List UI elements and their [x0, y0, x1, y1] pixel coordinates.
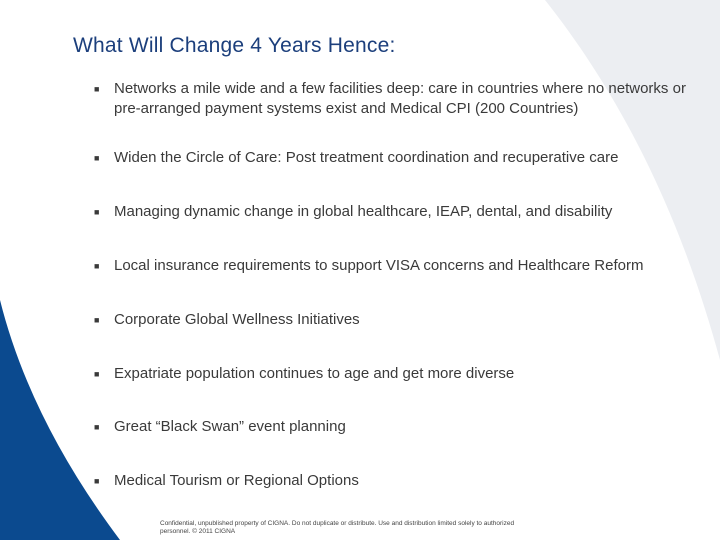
square-bullet-icon: ■: [94, 369, 100, 379]
bullet-item: [94, 417, 716, 437]
square-bullet-icon: ■: [94, 261, 100, 271]
bullet-item: [94, 471, 716, 491]
grey-swoosh-shape: [545, 0, 720, 360]
bullet-text: Expatriate population continues to age and get more diverse: [114, 365, 515, 382]
bullet-text: Corporate Global Wellness Initiatives: [114, 311, 360, 328]
square-bullet-icon: ■: [94, 153, 100, 163]
slide-title: What Will Change 4 Years Hence:: [73, 34, 396, 57]
square-bullet-icon: ■: [94, 84, 100, 94]
bullet-text: Local insurance requirements to support VISA concerns and Healthcare Reform: [114, 257, 644, 274]
square-bullet-icon: ■: [94, 315, 100, 325]
confidentiality-footer: Confidential, unpublished property of CIGNA. Do not duplicate or distribute. Use and distribution limited solely to authorized personnel. © 2011 CIGNA: [160, 520, 515, 535]
bullet-item: [94, 148, 716, 168]
square-bullet-icon: ■: [94, 207, 100, 217]
bullet-item: [94, 310, 716, 330]
square-bullet-icon: ■: [94, 422, 100, 432]
bullet-text: Managing dynamic change in global healthcare, IEAP, dental, and disability: [114, 203, 613, 220]
bullet-item: [94, 256, 716, 276]
bullet-text: Great “Black Swan” event planning: [114, 418, 346, 435]
bullet-item: [94, 79, 716, 119]
bullet-item: [94, 202, 716, 222]
bullet-text: Medical Tourism or Regional Options: [114, 472, 359, 489]
square-bullet-icon: ■: [94, 476, 100, 486]
bullet-item: [94, 364, 716, 384]
bullet-text: Networks a mile wide and a few facilities deep: care in countries where no networks or pre-arranged payment systems exist and Medical CPI (200 Countries): [114, 80, 686, 117]
bullet-text: Widen the Circle of Care: Post treatment coordination and recuperative care: [114, 149, 619, 166]
